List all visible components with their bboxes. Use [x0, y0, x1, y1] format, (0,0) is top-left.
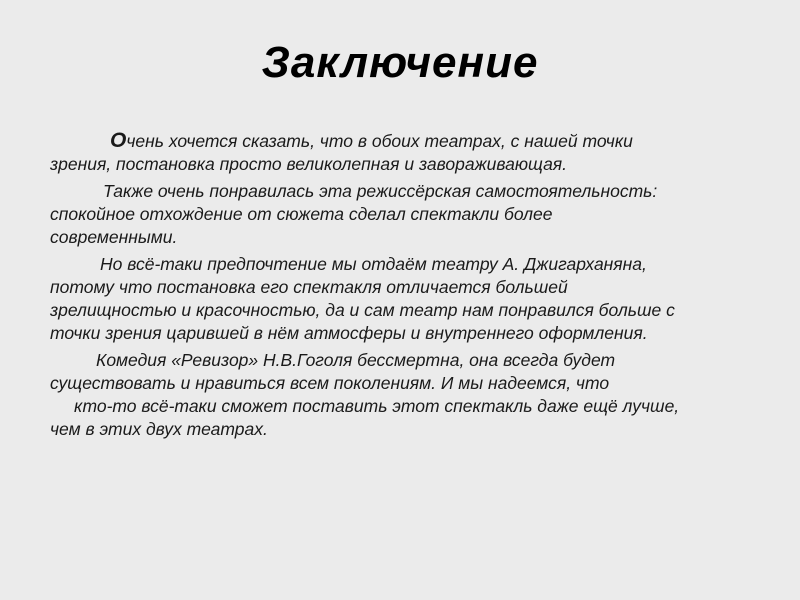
paragraph-4-line-4: чем в этих двух театрах. [50, 419, 268, 439]
paragraph-1-line-1 [50, 129, 770, 153]
paragraph-3-line-3: зрелищностью и красочностью, да и сам театр нам понравился больше с [50, 300, 675, 320]
paragraph-4-line-2: существовать и нравиться всем поколениям. И мы надеемся, что [50, 373, 610, 393]
paragraph-2 [50, 180, 770, 249]
paragraph-3-line-1: Но всё-таки предпочтение мы отдаём театру А. Джигарханяна, [100, 254, 647, 274]
paragraph-1-line-1-text: чень хочется сказать, что в обоих театрах, с нашей точки [126, 131, 633, 151]
paragraph-1 [50, 129, 770, 176]
paragraph-1-line-2: зрения, постановка просто великолепная и завораживающая. [50, 154, 568, 174]
paragraph-2-line-2: спокойное отхождение от сюжета сделал спектакли более [50, 204, 553, 224]
paragraph-3-line-4: точки зрения царившей в нём атмосферы и внутреннего оформления. [50, 323, 648, 343]
paragraph-3-line-2: потому что постановка его спектакля отличается большей [50, 277, 568, 297]
paragraph-2-line-1: Также очень понравилась эта режиссёрская самостоятельность: [103, 181, 658, 201]
drop-cap: О [110, 129, 127, 152]
paragraph-4-line-3: кто-то всё-таки сможет поставить этот спектакль даже ещё лучше, [74, 396, 680, 416]
paragraph-4 [50, 349, 770, 441]
paragraph-2-line-3: современными. [50, 227, 178, 247]
slide-body [50, 129, 770, 445]
paragraph-3 [50, 253, 770, 345]
paragraph-4-line-1: Комедия «Ревизор» Н.В.Гоголя бессмертна, она всегда будет [96, 350, 616, 370]
slide-title: Заключение [261, 38, 539, 87]
